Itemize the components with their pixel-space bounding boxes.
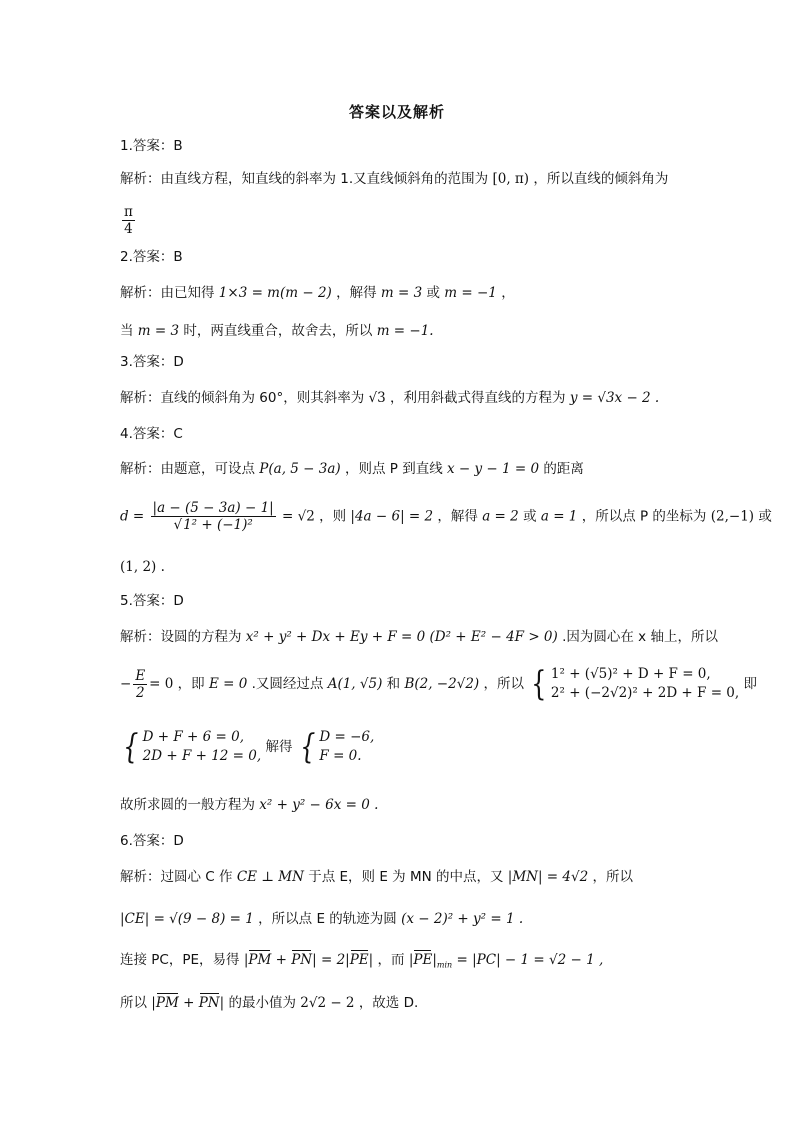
page-title: 答案以及解析 [348, 103, 445, 121]
explanation-6-line-2: |CE| = √(9 − 8) = 1 ，所以点 E 的轨迹为圆 (x − 2)² + y² = 1 . [120, 911, 524, 927]
explanation-2-line-2: 当 m = 3 时，两直线重合，故舍去，所以 m = −1. [120, 323, 434, 339]
explanation-5-line-3: { D + F + 6 = 0, 2D + F + 12 = 0, 解得 { D = −6, F = 0. [120, 727, 374, 767]
answer-5: 5.答案：D [120, 593, 184, 609]
answer-2: 2.答案：B [120, 249, 183, 265]
answer-1-fraction: $\frac{\pi}{4}$ [124, 204, 133, 237]
explanation-5-line-4: 故所求圆的一般方程为 x² + y² − 6x = 0 . [120, 797, 379, 813]
explanation-2-line-1: 解析：由已知得 1×3 = m(m − 2) ，解得 m = 3 或 m = −1 ， [120, 285, 515, 301]
equation-system-3: { D = −6, F = 0. [300, 727, 375, 767]
explanation-6-line-4: 所以 |PM + PN| 的最小值为 2√2 − 2 ，故选 D. [120, 995, 419, 1011]
answer-3: 3.答案：D [120, 354, 184, 370]
explanation-4-line-3: (1, 2) . [120, 559, 165, 575]
equation-system-2: { D + F + 6 = 0, 2D + F + 12 = 0, [123, 727, 262, 767]
answer-6: 6.答案：D [120, 833, 184, 849]
answer-4: 4.答案：C [120, 426, 183, 442]
explanation-6-line-3: 连接 PC，PE，易得 |PM + PN| = 2|PE| ，而 $|PE|_{min} = |PC| - 1 = √2 - 1$ , [120, 952, 604, 970]
distance-fraction: $\frac{|a - (5 - 3a) - 1|}{\text{√1² + (−1)²}}$ [152, 500, 274, 533]
angle-range: [0, π) [492, 171, 530, 187]
explanation-3: 解析：直线的倾斜角为 60°，则其斜率为 √3 ，利用斜截式得直线的方程为 y = √3x − 2 . [120, 390, 660, 406]
explanation-4-line-2: d = $\frac{|a - (5 - 3a) - 1|}{\text{√1² + (−1)²}}$ = √2 ，则 |4a − 6| = 2 ，解得 a = 2 或 a = 1 ，所以点 P 的坐标为 (2,−1) 或 [120, 500, 772, 533]
answer-1: 1.答案：B [120, 138, 183, 154]
explanation-5-line-1: 解析：设圆的方程为 x² + y² + Dx + Ey + F = 0 (D² + E² − 4F > 0) .因为圆心在 x 轴上，所以 [120, 629, 718, 645]
explanation-1: 解析：由直线方程，知直线的斜率为 1.又直线倾斜角的范围为 [0, π) ，所以直线的倾斜角为 [120, 171, 669, 187]
explanation-5-line-2: − $\frac{E}{2}$ = 0 ，即 E = 0 .又圆经过点 A(1, √5) 和 B(2, −2√2) ，所以 { 1² + (√5)² + D + F = 0, 2² + (−2√2)² + 2D + F = 0, 即 [120, 664, 757, 704]
equation-system-1: { 1² + (√5)² + D + F = 0, 2² + (−2√2)² + 2D + F = 0, [531, 664, 740, 704]
explanation-4-line-1: 解析：由题意，可设点 P(a, 5 − 3a) ，则点 P 到直线 x − y − 1 = 0 的距离 [120, 461, 584, 477]
explanation-6-line-1: 解析：过圆心 C 作 CE ⊥ MN 于点 E，则 E 为 MN 的中点，又 |MN| = 4√2 ，所以 [120, 869, 633, 885]
